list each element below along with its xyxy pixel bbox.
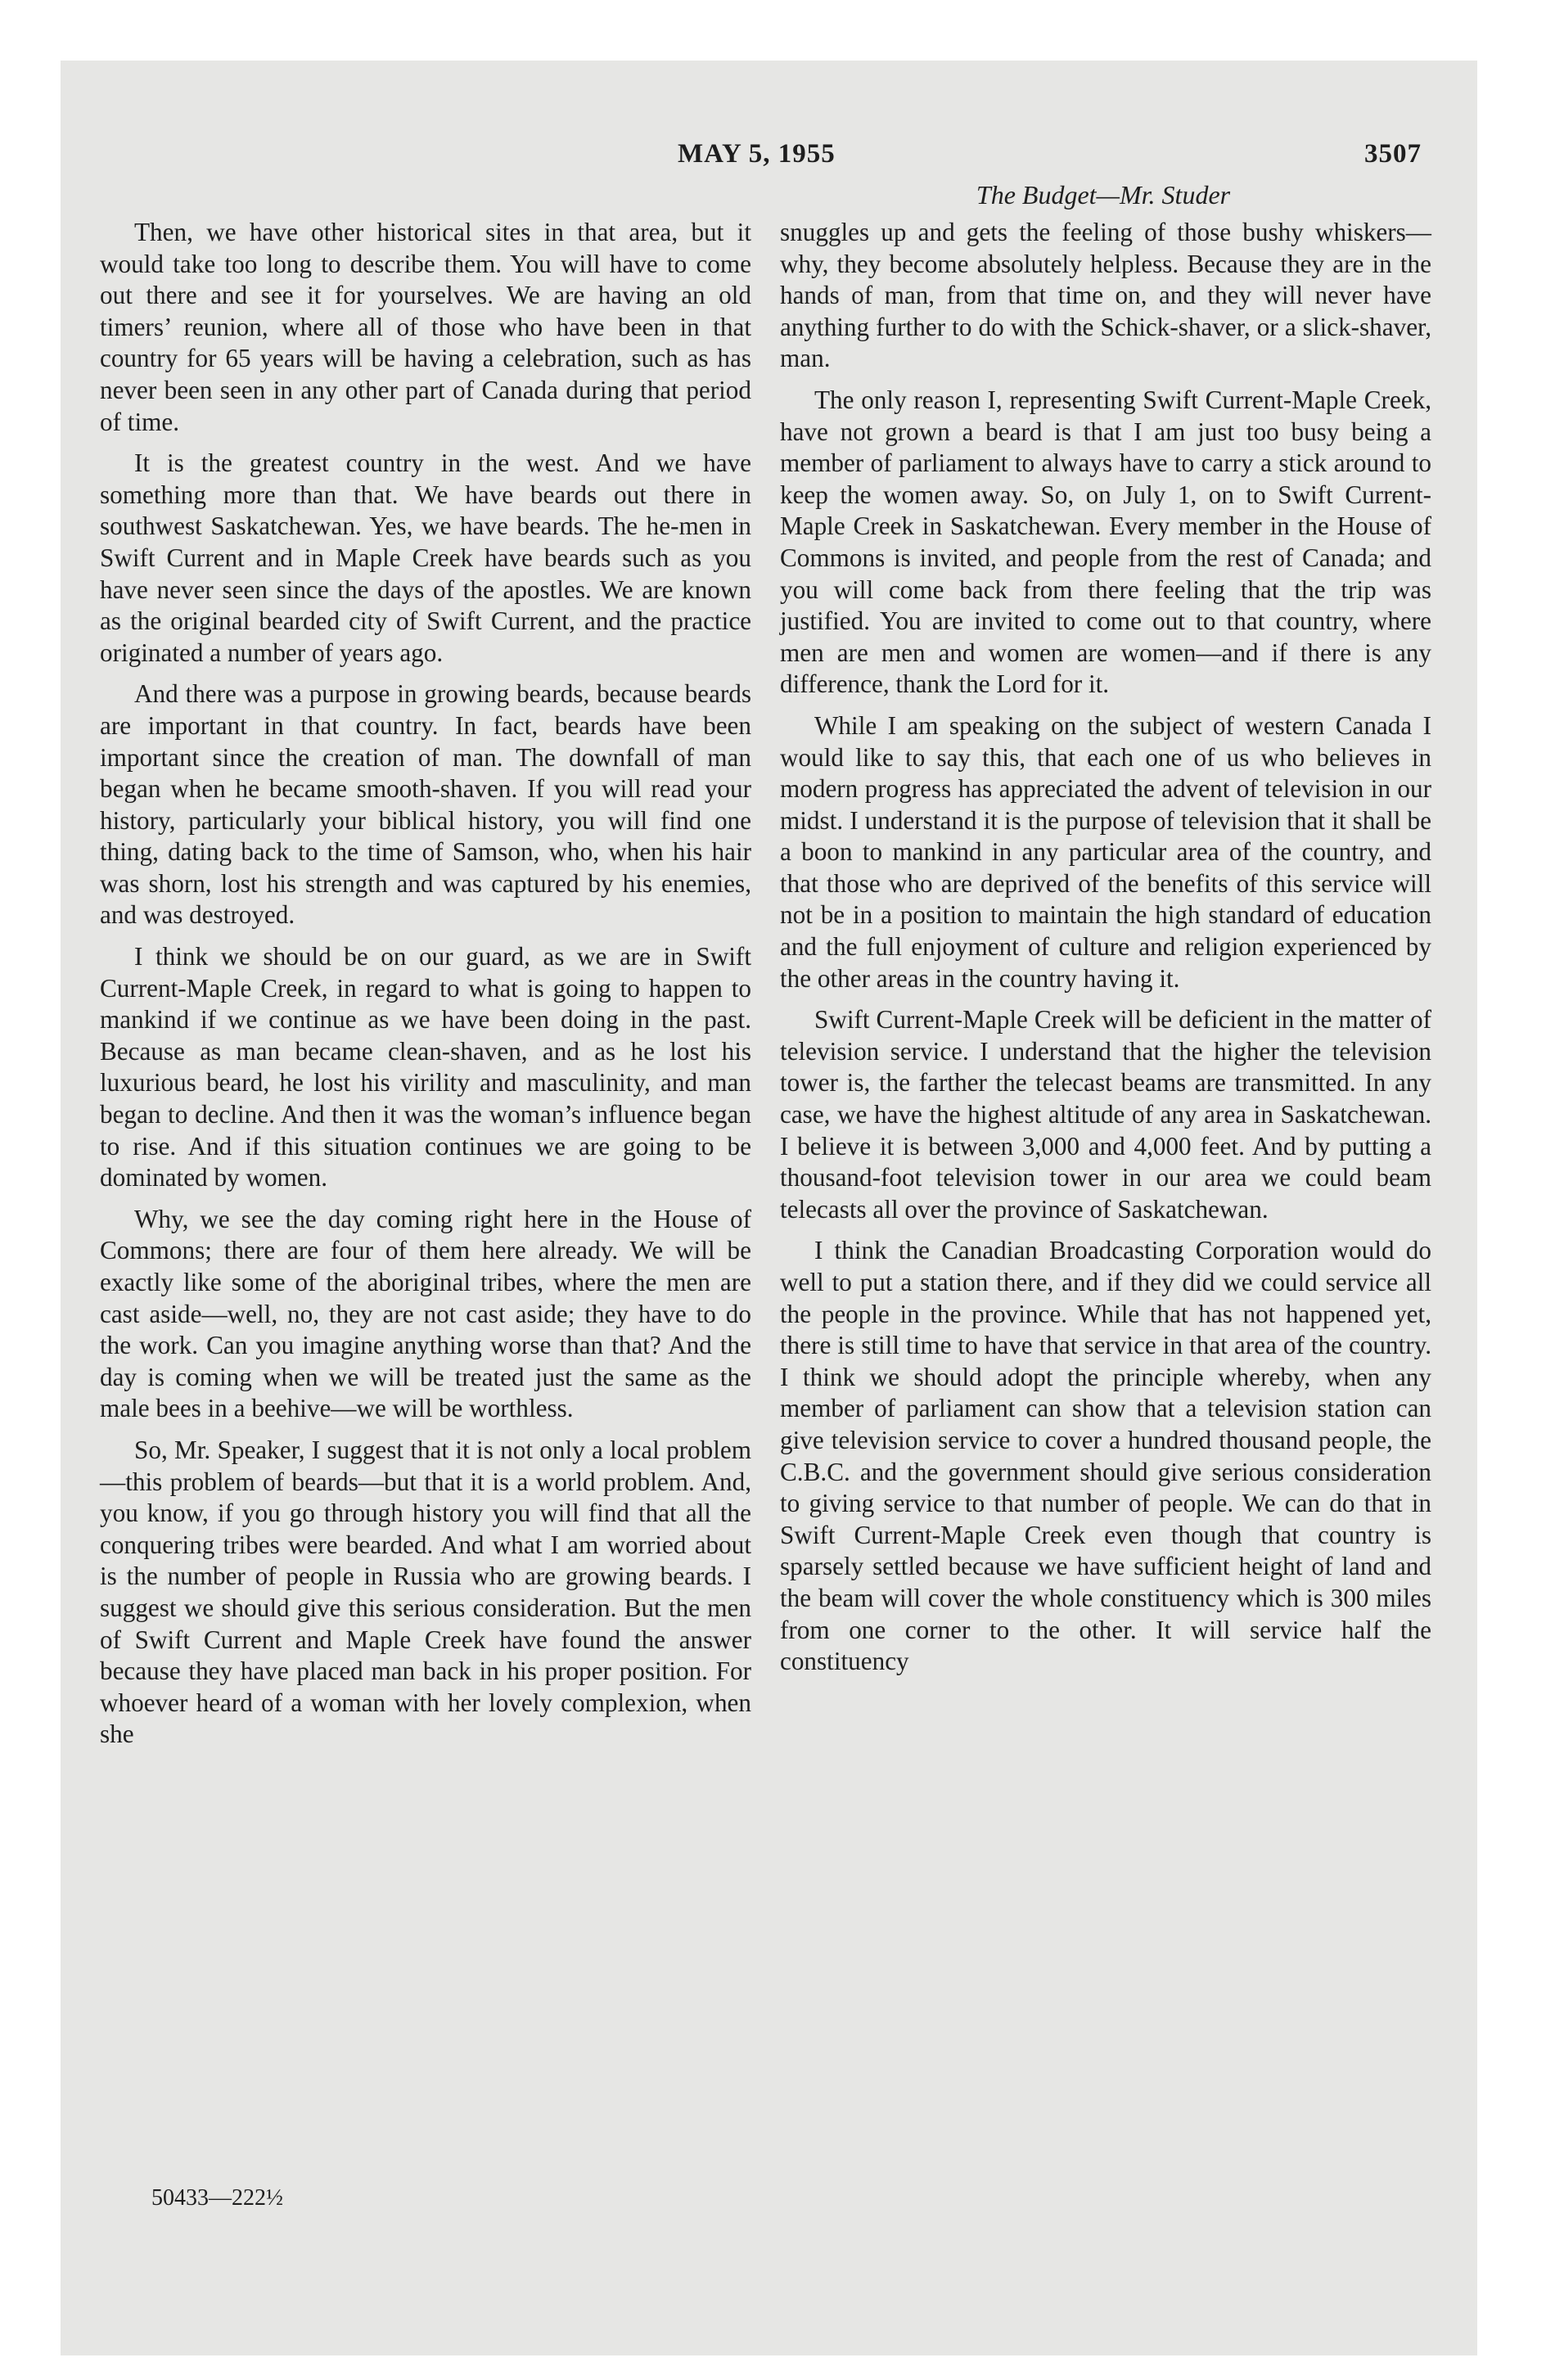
paragraph: It is the greatest country in the west. And we have something more than that. We have beards out there in southwest Saskatchewan. Yes, we have beards. The he-men in Swift Current and in Maple Creek have beards such as you have never seen since the days of the apostles. We are known as the original bearded city of Swift Current, and the practice originated a number of years ago.	[100, 449, 751, 667]
paragraph-continued: snuggles up and gets the feeling of those bushy whiskers—why, they become absolutely helpless. Because they are in the hands of man, from that time on, and they will never have anything further to do with the Schick-shaver, or a slick-shaver, man.	[780, 218, 1431, 373]
right-column	[780, 217, 1431, 1688]
page-number: 3507	[1364, 139, 1422, 169]
print-code: 50433—222½	[151, 2185, 283, 2211]
paragraph: So, Mr. Speaker, I suggest that it is not only a local problem—this problem of beards—but that it is a world problem. And, you know, if you go through history you will find that all the conquering tribes were bearded. And what I am worried about is the number of people in Russia who are growing beards. I suggest we should give this serious consideration. But the men of Swift Current and Maple Creek have found the answer because they have placed man back in his proper position. For whoever heard of a woman with her lovely complexion, when she	[100, 1435, 751, 1749]
running-subheading: The Budget—Mr. Studer	[976, 180, 1231, 210]
paragraph: Why, we see the day coming right here in the House of Commons; there are four of them here already. We will be exactly like some of the aboriginal tribes, where the men are cast aside—well, no, they are not cast aside; they have to do the work. Can you imagine anything worse than that? And the day is coming when we will be treated just the same as the male bees in a beehive—we will be worthless.	[100, 1204, 751, 1423]
paragraph: I think the Canadian Broadcasting Corporation would do well to put a station there, and if they did we could service all the people in the province. While that has not happened yet, there is still time to have that service in that area of the country. I think we should adopt the principle whereby, when any member of parliament can show that a television station can give television service to cover a hundred thousand people, the C.B.C. and the government should give serious consideration to giving service to that number of people. We can do that in Swift Current-Maple Creek even though that country is sparsely settled because we have sufficient height of land and the beam will cover the whole constituency which is 300 miles from one corner to the other. It will service half the constituency	[780, 1236, 1431, 1676]
paragraph: Then, we have other historical sites in that area, but it would take too long to describe them. You will have to come out there and see it for yourselves. We are having an old timers’ reunion, where all of those who have been in that country for 65 years will be having a celebration, such as has never been seen in any other part of Canada during that period of time.	[100, 218, 751, 436]
paragraph: And there was a purpose in growing beards, because beards are important in that country. In fact, beards have been important since the creation of man. The downfall of man began when he became smooth-shaven. If you will read your history, particularly your biblical history, you will find one thing, dating back to the time of Samson, who, when his hair was shorn, lost his strength and was captured by his enemies, and was destroyed.	[100, 679, 751, 930]
paragraph: While I am speaking on the subject of western Canada I would like to say this, that each one of us who believes in modern progress has appreciated the advent of television in our midst. I understand it is the purpose of television that it shall be a boon to mankind in any particular area of the country, and that those who are deprived of the benefits of this service will not be in a position to maintain the high standard of education and the full enjoyment of culture and religion experienced by the other areas in the country having it.	[780, 710, 1431, 993]
paragraph: I think we should be on our guard, as we are in Swift Current-Maple Creek, in regard to what is going to happen to mankind if we continue as we have been doing in the past. Because as man became clean-shaven, and as he lost his luxurious beard, he lost his virility and masculinity, and man began to decline. And then it was the woman’s influence began to rise. And if this situation continues we are going to be dominated by women.	[100, 942, 751, 1192]
paragraph: Swift Current-Maple Creek will be deficient in the matter of television service. I understand that the higher the television tower is, the farther the telecast beams are transmitted. In any case, we have the highest altitude of any area in Saskatchewan. I believe it is between 3,000 and 4,000 feet. And by putting a thousand-foot television tower in our area we could beam telecasts all over the province of Saskatchewan.	[780, 1005, 1431, 1224]
page-date: MAY 5, 1955	[678, 139, 836, 169]
left-column	[100, 217, 751, 1760]
paragraph: The only reason I, representing Swift Current-Maple Creek, have not grown a beard is that I am just too busy being a member of parliament to always have to carry a stick around to keep the women away. So, on July 1, on to Swift Current-Maple Creek in Saskatchewan. Every member in the House of Commons is invited, and people from the rest of Canada; and you will come back from there feeling that the trip was justified. You are invited to come out to that country, where men are men and women are women—and if there is any difference, thank the Lord for it.	[780, 385, 1431, 699]
